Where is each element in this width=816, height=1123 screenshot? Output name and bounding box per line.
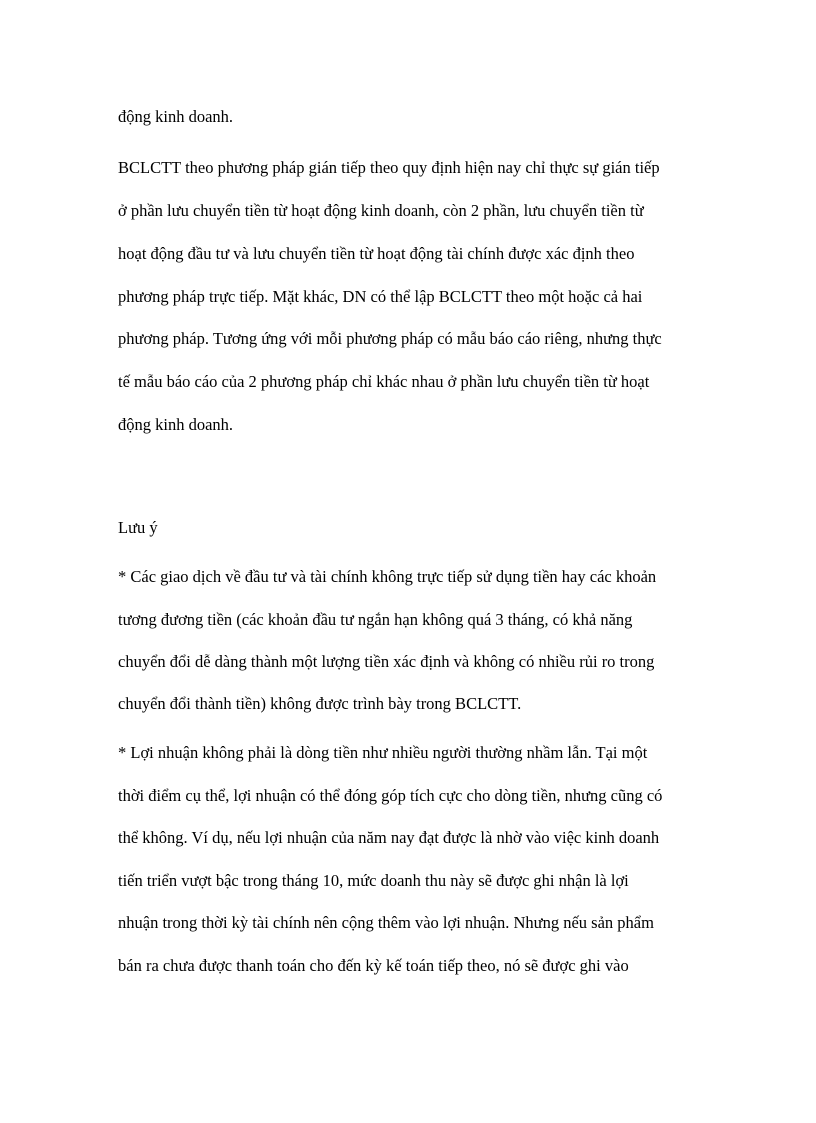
text-line: bán ra chưa được thanh toán cho đến kỳ kế toán tiếp theo, nó sẽ được ghi vào (118, 956, 629, 975)
text-line: phương pháp trực tiếp. Mặt khác, DN có thể lập BCLCTT theo một hoặc cả hai (118, 287, 643, 306)
text-line: chuyển đổi thành tiền) không được trình bày trong BCLCTT. (118, 694, 522, 713)
text-line: * Các giao dịch về đầu tư và tài chính không trực tiếp sử dụng tiền hay các khoản (118, 567, 657, 586)
text-line: tương đương tiền (các khoản đầu tư ngắn hạn không quá 3 tháng, có khả năng (118, 610, 633, 629)
text-line: chuyển đổi dễ dàng thành một lượng tiền xác định và không có nhiều rủi ro trong (118, 652, 655, 671)
text-line: phương pháp. Tương ứng với mỗi phương pháp có mẫu báo cáo riêng, nhưng thực (118, 329, 662, 348)
text-line: tế mẫu báo cáo của 2 phương pháp chỉ khác nhau ở phần lưu chuyển tiền từ hoạt (118, 372, 650, 391)
text-line: nhuận trong thời kỳ tài chính nên cộng thêm vào lợi nhuận. Nhưng nếu sản phẩm (118, 913, 654, 932)
text-line: hoạt động đầu tư và lưu chuyển tiền từ hoạt động tài chính được xác định theo (118, 244, 635, 263)
text-line: động kinh doanh. (118, 107, 234, 126)
section-heading: Lưu ý (118, 518, 158, 537)
text-line: thể không. Ví dụ, nếu lợi nhuận của năm nay đạt được là nhờ vào việc kinh doanh (118, 828, 660, 847)
text-line: tiến triển vượt bậc trong tháng 10, mức doanh thu này sẽ được ghi nhận là lợi (118, 871, 629, 890)
text-line: ở phần lưu chuyển tiền từ hoạt động kinh doanh, còn 2 phần, lưu chuyển tiền từ (118, 201, 644, 220)
text-line: động kinh doanh. (118, 415, 234, 434)
text-line: thời điểm cụ thể, lợi nhuận có thể đóng góp tích cực cho dòng tiền, nhưng cũng có (118, 786, 663, 805)
text-line: * Lợi nhuận không phải là dòng tiền như nhiều người thường nhầm lẫn. Tại một (118, 743, 648, 762)
text-line: BCLCTT theo phương pháp gián tiếp theo quy định hiện nay chỉ thực sự gián tiếp (118, 158, 660, 177)
